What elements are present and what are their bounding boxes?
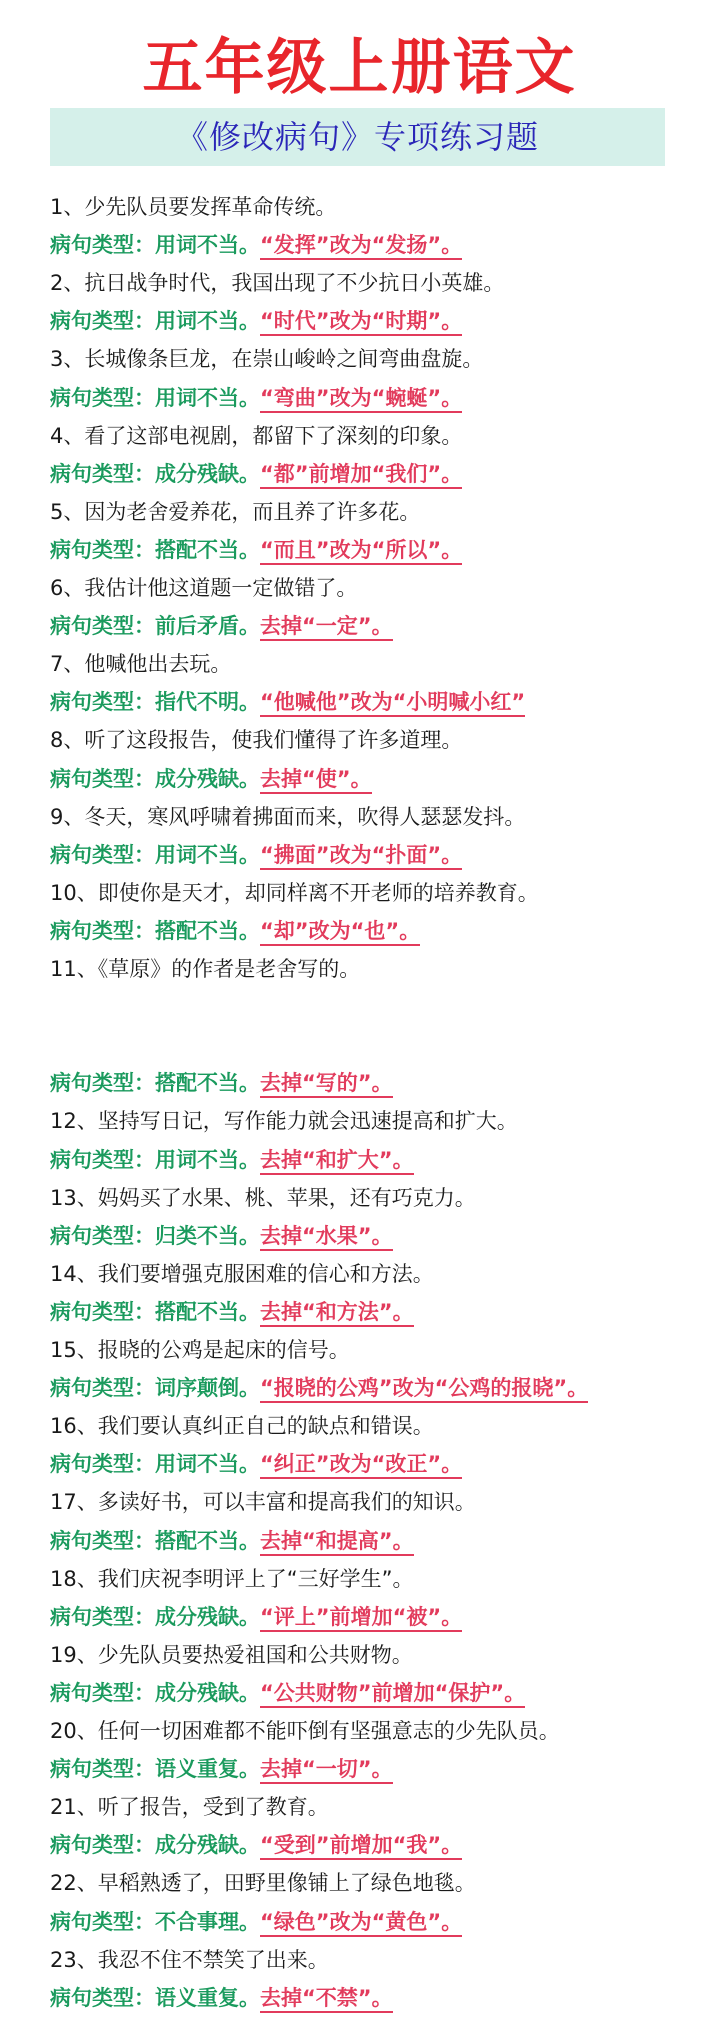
correction-text: “而且”改为“所以”。 — [260, 538, 462, 565]
answer-line — [50, 226, 462, 264]
correction-text: 去掉“水果”。 — [260, 1224, 393, 1251]
sentence-line: 11、《草原》的作者是老舍写的。 — [50, 957, 361, 981]
sentence-line: 3、长城像条巨龙，在崇山峻岭之间弯曲盘旋。 — [50, 347, 484, 372]
correction-text: “报晓的公鸡”改为“公鸡的报晓”。 — [260, 1376, 588, 1403]
error-type-label: 病句类型：归类不当。 — [50, 1223, 260, 1248]
error-type-label: 病句类型：搭配不当。 — [50, 1299, 260, 1324]
correction-text: “他喊他”改为“小明喊小红” — [260, 690, 525, 717]
subtitle-banner — [50, 108, 665, 166]
correction-text: 去掉“和扩大”。 — [260, 1148, 414, 1175]
sentence-line: 21、听了报告，受到了教育。 — [50, 1795, 329, 1820]
sentence-line: 15、报晓的公鸡是起床的信号。 — [50, 1338, 350, 1362]
correction-text: “绿色”改为“黄色”。 — [260, 1910, 462, 1937]
sentence-line: 7、他喊他出去玩。 — [50, 652, 232, 677]
page-subtitle: 《修改病句》专项练习题 — [175, 118, 539, 156]
correction-text: “评上”前增加“被”。 — [260, 1605, 462, 1632]
sentence-line: 12、坚持写日记，写作能力就会迅速提高和扩大。 — [50, 1109, 518, 1134]
page-title: 五年级上册语文 — [142, 33, 577, 103]
sentence-line: 4、看了这部电视剧，都留下了深刻的印象。 — [50, 423, 463, 448]
sentence-line: 18、我们庆祝李明评上了“三好学生”。 — [50, 1566, 414, 1591]
sentence-line: 22、早稻熟透了，田野里像铺上了绿色地毯。 — [50, 1871, 476, 1896]
correction-text: “公共财物”前增加“保护”。 — [260, 1681, 525, 1708]
answer-line — [50, 912, 420, 950]
sentence-line: 1、少先队员要发挥革命传统。 — [50, 195, 337, 219]
answer-line — [50, 1903, 462, 1941]
correction-text: 去掉“一切”。 — [260, 1757, 393, 1784]
error-type-label: 病句类型：搭配不当。 — [50, 1071, 260, 1096]
correction-text: 去掉“和方法”。 — [260, 1300, 414, 1327]
sentence-line: 9、冬天，寒风呼啸着拂面而来，吹得人瑟瑟发抖。 — [50, 804, 526, 829]
correction-text: “弯曲”改为“蜿蜒”。 — [260, 386, 462, 413]
error-type-label: 病句类型：不合事理。 — [50, 1909, 260, 1934]
answer-line — [50, 1598, 462, 1636]
answer-line — [50, 1369, 588, 1407]
error-type-label: 病句类型：用词不当。 — [50, 309, 260, 334]
correction-text: “都”前增加“我们”。 — [260, 462, 462, 489]
error-type-label: 病句类型：成分残缺。 — [50, 1680, 260, 1705]
answer-line — [50, 379, 462, 417]
sentence-line: 8、听了这段报告，使我们懂得了许多道理。 — [50, 728, 463, 753]
sentence-line: 13、妈妈买了水果、桃、苹果，还有巧克力。 — [50, 1185, 476, 1210]
answer-line — [50, 1445, 462, 1483]
error-type-label: 病句类型：指代不明。 — [50, 690, 260, 715]
error-type-label: 病句类型：搭配不当。 — [50, 918, 260, 943]
error-type-label: 病句类型：用词不当。 — [50, 1147, 260, 1172]
answer-line — [50, 1750, 393, 1788]
answer-line — [50, 683, 525, 721]
sentence-line: 5、因为老舍爱养花，而且养了许多花。 — [50, 499, 421, 524]
sentence-line: 16、我们要认真纠正自己的缺点和错误。 — [50, 1414, 434, 1439]
correction-text: “却”改为“也”。 — [260, 919, 420, 946]
correction-text: “纠正”改为“改正”。 — [260, 1452, 462, 1479]
correction-text: 去掉“不禁”。 — [260, 1986, 393, 2013]
correction-text: 去掉“一定”。 — [260, 614, 393, 641]
answer-line — [50, 1293, 414, 1331]
sentence-line: 17、多读好书，可以丰富和提高我们的知识。 — [50, 1490, 476, 1515]
sentence-line: 19、少先队员要热爱祖国和公共财物。 — [50, 1642, 413, 1667]
correction-text: “时代”改为“时期”。 — [260, 309, 462, 336]
correction-text: “拂面”改为“扑面”。 — [260, 843, 462, 870]
error-type-label: 病句类型：成分残缺。 — [50, 461, 260, 486]
correction-text: 去掉“和提高”。 — [260, 1529, 414, 1556]
answer-line — [50, 302, 462, 340]
error-type-label: 病句类型：用词不当。 — [50, 233, 260, 258]
answer-line — [50, 455, 462, 493]
error-type-label: 病句类型：成分残缺。 — [50, 766, 260, 791]
answer-line — [50, 607, 393, 645]
sentence-line: 2、抗日战争时代，我国出现了不少抗日小英雄。 — [50, 271, 505, 296]
answer-line — [50, 1826, 462, 1864]
error-type-label: 病句类型：用词不当。 — [50, 842, 260, 867]
error-type-label: 病句类型：成分残缺。 — [50, 1833, 260, 1858]
sentence-line: 20、任何一切困难都不能吓倒有坚强意志的少先队员。 — [50, 1719, 560, 1743]
error-type-label: 病句类型：搭配不当。 — [50, 1528, 260, 1553]
error-type-label: 病句类型：语义重复。 — [50, 1985, 260, 2010]
sentence-line: 14、我们要增强克服困难的信心和方法。 — [50, 1261, 434, 1286]
answer-line — [50, 1064, 393, 1102]
answer-line — [50, 760, 372, 798]
error-type-label: 病句类型：用词不当。 — [50, 1452, 260, 1477]
answer-line — [50, 1979, 393, 2017]
error-type-label: 病句类型：语义重复。 — [50, 1757, 260, 1782]
error-type-label: 病句类型：成分残缺。 — [50, 1604, 260, 1629]
correction-text: “受到”前增加“我”。 — [260, 1833, 462, 1860]
correction-text: 去掉“写的”。 — [260, 1071, 393, 1098]
error-type-label: 病句类型：搭配不当。 — [50, 537, 260, 562]
sentence-line: 10、即使你是天才，却同样离不开老师的培养教育。 — [50, 880, 539, 905]
answer-line — [50, 1522, 414, 1560]
sentence-line: 23、我忍不住不禁笑了出来。 — [50, 1947, 329, 1972]
error-type-label: 病句类型：前后矛盾。 — [50, 614, 260, 639]
correction-text: “发挥”改为“发扬”。 — [260, 233, 462, 260]
answer-line — [50, 1674, 525, 1712]
error-type-label: 病句类型：词序颠倒。 — [50, 1376, 260, 1401]
answer-line — [50, 836, 462, 874]
answer-line — [50, 1217, 393, 1255]
error-type-label: 病句类型：用词不当。 — [50, 385, 260, 410]
answer-line — [50, 531, 462, 569]
correction-text: 去掉“使”。 — [260, 767, 372, 794]
answer-line — [50, 1141, 414, 1179]
sentence-line: 6、我估计他这道题一定做错了。 — [50, 576, 358, 600]
